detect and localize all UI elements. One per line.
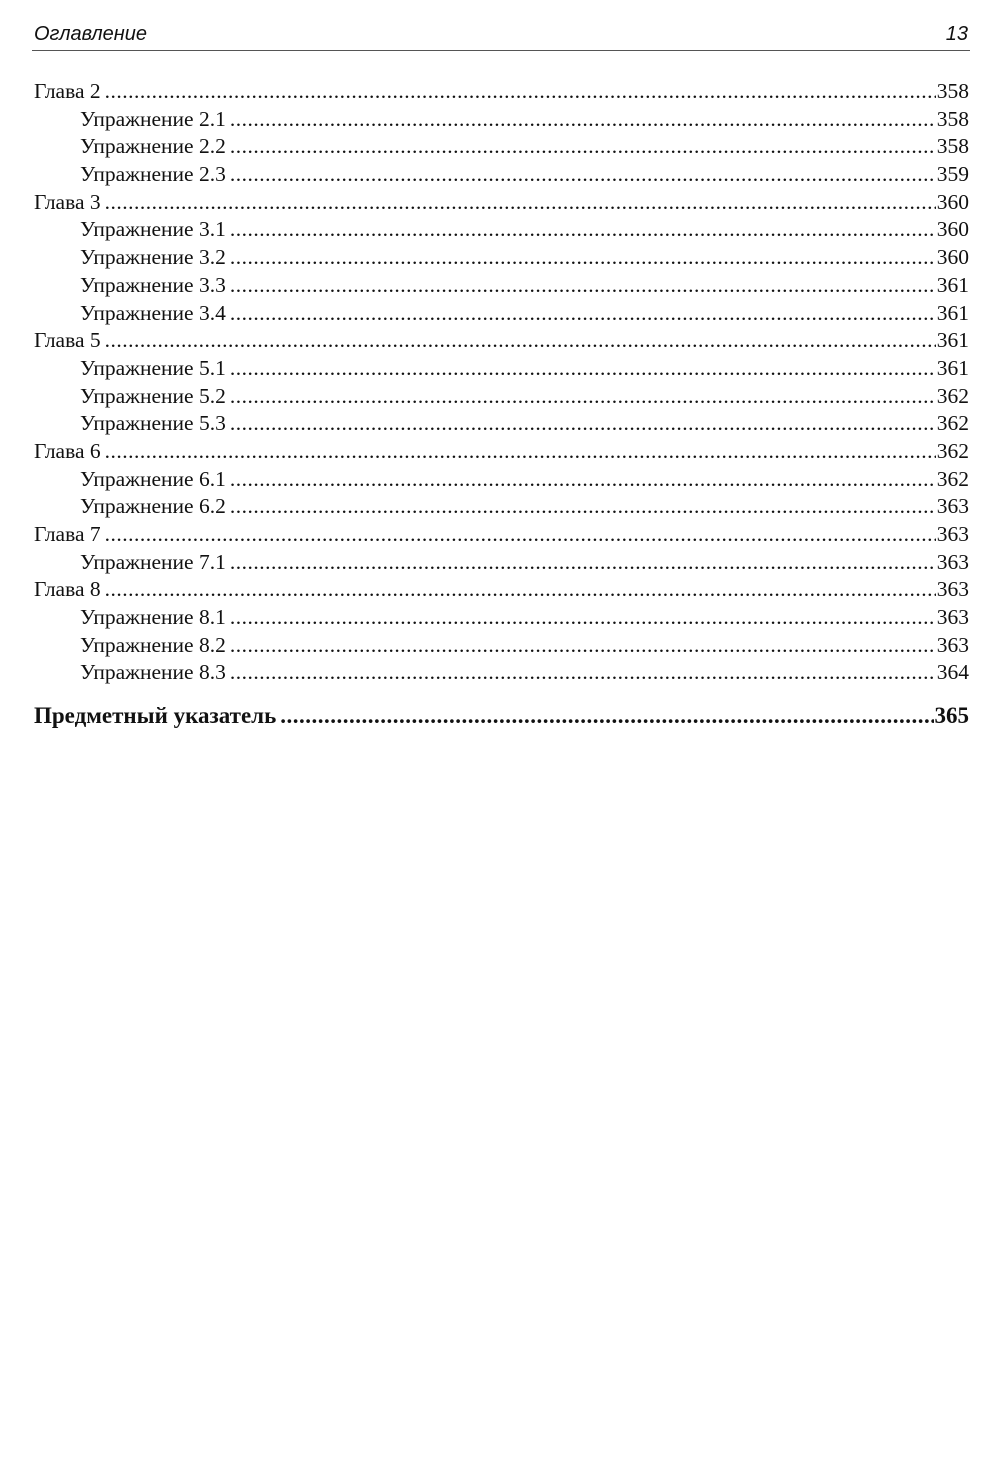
toc-entry-label: Упражнение 2.2 <box>80 134 226 159</box>
toc-entry-page: 362 <box>936 438 969 463</box>
toc-entry-chapter-7[interactable] <box>34 521 969 549</box>
dot-leader <box>230 549 936 577</box>
toc-entry-subject-index[interactable] <box>34 701 969 731</box>
table-of-contents <box>34 78 969 731</box>
toc-entry-label: Упражнение 5.1 <box>80 355 226 380</box>
toc-entry-label: Предметный указатель <box>34 703 277 729</box>
toc-entry-page: 358 <box>936 79 969 103</box>
toc-entry-label: Упражнение 5.2 <box>80 383 226 408</box>
toc-entry-exercise-3-1[interactable] <box>34 216 969 244</box>
toc-entry-page: 360 <box>936 217 969 242</box>
toc-entry-label: Упражнение 8.1 <box>80 605 226 630</box>
toc-entry-page: 362 <box>936 466 969 491</box>
toc-entry-label: Упражнение 2.1 <box>80 106 226 131</box>
toc-entry-label: Глава 7 <box>34 522 101 546</box>
toc-entry-page: 362 <box>936 411 969 436</box>
dot-leader <box>230 493 936 521</box>
toc-entry-exercise-2-3[interactable] <box>34 161 969 189</box>
dot-leader <box>230 106 936 134</box>
toc-entry-exercise-5-3[interactable] <box>34 410 969 438</box>
toc-entry-exercise-2-1[interactable] <box>34 106 969 134</box>
dot-leader <box>230 604 936 632</box>
toc-entry-chapter-2[interactable] <box>34 78 969 106</box>
toc-entry-exercise-6-1[interactable] <box>34 466 969 494</box>
toc-entry-page: 359 <box>936 162 969 187</box>
header-page-number: 13 <box>945 23 968 45</box>
toc-entry-page: 358 <box>936 134 969 159</box>
toc-entry-label: Глава 3 <box>34 189 101 214</box>
toc-entry-exercise-7-1[interactable] <box>34 549 969 577</box>
toc-entry-exercise-5-1[interactable] <box>34 355 969 383</box>
toc-entry-label: Упражнение 3.1 <box>80 217 226 242</box>
toc-entry-page: 363 <box>936 522 969 546</box>
toc-entry-page: 363 <box>936 549 969 574</box>
toc-entry-exercise-2-2[interactable] <box>34 133 969 161</box>
dot-leader <box>230 216 936 244</box>
dot-leader <box>105 78 936 106</box>
toc-entry-exercise-3-2[interactable] <box>34 244 969 272</box>
toc-entry-exercise-8-1[interactable] <box>34 604 969 632</box>
toc-entry-page: 364 <box>936 660 969 685</box>
dot-leader <box>230 244 936 272</box>
toc-entry-exercise-8-3[interactable] <box>34 659 969 687</box>
toc-entry-page: 362 <box>936 383 969 408</box>
toc-entry-page: 363 <box>936 494 969 519</box>
toc-entry-chapter-3[interactable] <box>34 189 969 217</box>
toc-entry-label: Упражнение 3.2 <box>80 245 226 270</box>
toc-entry-label: Упражнение 8.2 <box>80 632 226 657</box>
dot-leader <box>230 410 936 438</box>
dot-leader <box>230 659 936 687</box>
toc-entry-label: Глава 2 <box>34 79 101 103</box>
toc-entry-page: 358 <box>936 106 969 131</box>
toc-entry-page: 360 <box>936 189 969 214</box>
dot-leader <box>230 161 936 189</box>
toc-entry-chapter-8[interactable] <box>34 576 969 604</box>
dot-leader <box>105 327 936 355</box>
toc-entry-page: 360 <box>936 245 969 270</box>
dot-leader <box>230 272 936 300</box>
toc-entry-label: Упражнение 3.3 <box>80 272 226 297</box>
toc-entry-exercise-6-2[interactable] <box>34 493 969 521</box>
toc-entry-chapter-5[interactable] <box>34 327 969 355</box>
dot-leader <box>105 521 936 549</box>
toc-entry-chapter-6[interactable] <box>34 438 969 466</box>
toc-entry-page: 361 <box>936 355 969 380</box>
dot-leader <box>105 189 936 217</box>
toc-entry-label: Упражнение 6.1 <box>80 466 226 491</box>
dot-leader <box>105 438 936 466</box>
toc-entry-page: 361 <box>936 328 969 353</box>
toc-entry-label: Упражнение 3.4 <box>80 300 226 325</box>
dot-leader <box>230 133 936 161</box>
toc-entry-label: Упражнение 8.3 <box>80 660 226 685</box>
dot-leader <box>230 355 936 383</box>
toc-entry-exercise-3-3[interactable] <box>34 272 969 300</box>
header-title: Оглавление <box>34 23 148 45</box>
toc-entry-page: 363 <box>936 577 969 602</box>
toc-entry-page: 361 <box>936 300 969 325</box>
toc-entry-label: Глава 6 <box>34 438 101 463</box>
toc-entry-page: 365 <box>934 703 969 729</box>
toc-entry-exercise-3-4[interactable] <box>34 300 969 328</box>
toc-entry-page: 363 <box>936 605 969 630</box>
toc-entry-page: 361 <box>936 272 969 297</box>
dot-leader <box>105 576 936 604</box>
toc-entry-exercise-5-2[interactable] <box>34 383 969 411</box>
running-header <box>32 22 970 51</box>
toc-entry-page: 363 <box>936 632 969 657</box>
toc-entry-label: Упражнение 6.2 <box>80 494 226 519</box>
dot-leader <box>230 466 936 494</box>
toc-entry-label: Глава 8 <box>34 577 101 602</box>
dot-leader <box>230 632 936 660</box>
toc-entry-label: Упражнение 5.3 <box>80 411 226 436</box>
dot-leader <box>230 383 936 411</box>
toc-entry-label: Упражнение 2.3 <box>80 162 226 187</box>
dot-leader <box>230 300 936 328</box>
toc-entry-exercise-8-2[interactable] <box>34 632 969 660</box>
dot-leader <box>280 701 933 731</box>
toc-entry-label: Глава 5 <box>34 328 101 353</box>
toc-entry-label: Упражнение 7.1 <box>80 549 226 574</box>
